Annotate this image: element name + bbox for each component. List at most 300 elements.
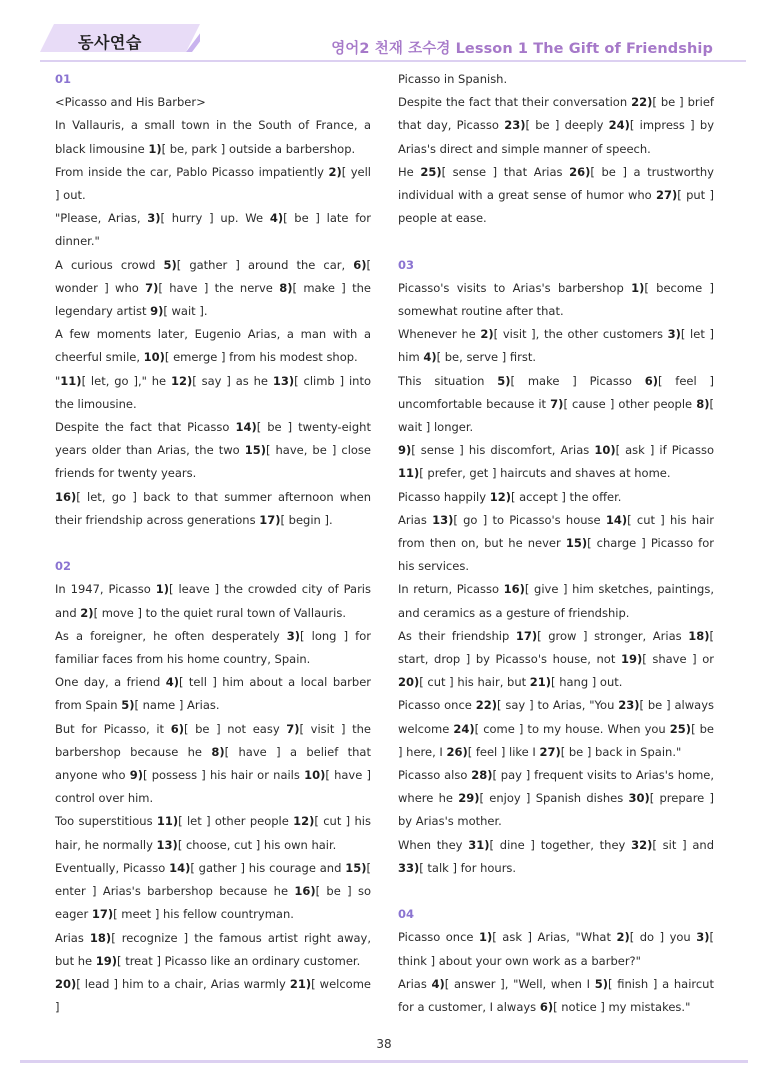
exercise-sentence <box>55 207 371 253</box>
blank-number: 3) <box>667 327 681 342</box>
sentence-text: Picasso for his services. <box>398 536 714 574</box>
sentence-text: his discomfort, Arias <box>463 443 595 458</box>
blank-number: 12) <box>171 373 193 388</box>
blank-number: 2) <box>328 164 342 179</box>
exercise-sentence <box>398 370 714 440</box>
sentence-text: When they <box>398 837 469 852</box>
verb-blank: [ be ] <box>183 721 221 736</box>
sentence-text: other people <box>210 814 294 829</box>
exercise-sentence <box>398 509 714 579</box>
verb-blank: [ cut ] <box>627 512 665 527</box>
verb-blank: [ emerge ] <box>164 350 226 365</box>
sentence-text: Arias <box>55 930 90 945</box>
blank-number: 10) <box>304 768 326 783</box>
exercise-sentence <box>398 277 714 323</box>
sentence-text: ," he <box>137 373 171 388</box>
sentence-text: him about a local barber from Spain <box>55 675 371 713</box>
blank-number: 33) <box>398 860 420 875</box>
exercise-sentence <box>398 625 714 695</box>
verb-blank: [ enjoy ] <box>479 791 531 806</box>
verb-blank: [ come ] <box>474 721 524 736</box>
blank-number: 30) <box>628 791 650 806</box>
verb-blank: [ wait ] <box>398 396 714 435</box>
verb-blank: [ finish ] <box>608 976 658 991</box>
exercise-sentence <box>55 578 371 624</box>
verb-blank: [ lead ] <box>76 976 118 991</box>
blank-number: 13) <box>272 373 295 388</box>
exercise-sentence <box>398 68 714 91</box>
section-number: 03 <box>398 257 415 272</box>
sentence-text: Despite the fact that their conversation <box>398 95 632 110</box>
sentence-text: Picasso also <box>398 768 472 783</box>
sentence-text: to my house. When you <box>523 721 670 736</box>
verb-blank: [ let, go ] <box>81 373 138 388</box>
verb-blank: [ long ] <box>300 628 349 643</box>
verb-blank: [ tell ] <box>178 675 217 690</box>
blank-number: 8) <box>279 280 293 295</box>
sentence-text: Arias, "What <box>531 930 617 945</box>
verb-blank: [ answer ] <box>444 976 505 991</box>
blank-number: 17) <box>91 907 114 922</box>
sentence-text: somewhat routine after that. <box>398 304 564 319</box>
verb-blank: [ be ] <box>315 884 352 899</box>
blank-number: 21) <box>289 976 312 991</box>
verb-blank: [ be ] <box>398 721 714 759</box>
sentence-text: his courage and <box>244 860 346 875</box>
exercise-sentence <box>55 857 371 927</box>
sentence-text: other people <box>614 396 697 411</box>
verb-blank: [ prefer, get ] <box>419 466 497 481</box>
sentence-text: that Arias <box>497 164 570 179</box>
exercise-sentence <box>398 486 714 509</box>
blank-number: 18) <box>89 930 112 945</box>
header-title: 영어2 천재 조수경 Lesson 1 The Gift of Friendship <box>331 41 713 57</box>
blank-number: 12) <box>489 489 511 504</box>
blank-number: 28) <box>471 768 493 783</box>
sentence-text: together, they <box>534 837 632 852</box>
sentence-text: around the car, <box>239 257 354 272</box>
blank-number: 23) <box>618 698 640 713</box>
sentence-text: people at ease. <box>398 211 487 226</box>
verb-blank: [ make ] <box>292 280 346 295</box>
verb-blank: [ welcome ] <box>55 976 371 1015</box>
verb-blank: [ choose, cut ] <box>177 837 261 852</box>
sentence-text: the offer. <box>565 489 622 504</box>
blank-number: 22) <box>631 95 653 110</box>
blank-number: 25) <box>420 164 442 179</box>
exercise-sentence <box>398 973 714 1019</box>
sentence-text: the crowded city of Paris and <box>55 582 371 620</box>
blank-number: 29) <box>458 791 480 806</box>
sentence-text: him to a chair, Arias warmly <box>117 976 290 991</box>
blank-number: 10) <box>143 350 165 365</box>
blank-number: 3) <box>147 211 161 226</box>
sentence-text: longer. <box>430 420 474 435</box>
sentence-text: him sketches, paintings, and ceramics as a gesture of friendship. <box>398 582 714 620</box>
sentence-text: so eager <box>55 884 371 922</box>
blank-number: 5) <box>497 373 511 388</box>
verb-blank: [ recognize ] <box>111 930 189 945</box>
verb-blank: [ sit ] <box>652 837 687 852</box>
verb-blank: [ charge ] <box>587 536 646 551</box>
sentence-text: , "Well, when I <box>504 976 595 991</box>
blank-number: 9) <box>129 768 143 783</box>
sentence-text: back in Spain." <box>591 744 682 759</box>
sentence-text: a trustworthy individual with a great sense of humor who <box>398 164 714 203</box>
section-number: 01 <box>55 72 72 86</box>
sentence-text: his own hair. <box>260 837 337 852</box>
blank-number: 7) <box>145 280 159 295</box>
exercise-sentence <box>398 323 714 369</box>
sentence-text: As their friendship <box>398 628 516 643</box>
verb-blank: [ hang ] <box>551 675 597 690</box>
sentence-text: He <box>398 164 421 179</box>
sentence-text: you <box>664 930 697 945</box>
blank-number: 6) <box>353 257 367 272</box>
blank-number: 22) <box>475 698 498 713</box>
verb-blank: [ be, park ] <box>161 141 226 156</box>
sentence-text: frequent visits to Arias's home, where he <box>398 768 715 806</box>
verb-blank: [ wait ] <box>163 304 204 319</box>
verb-blank: [ be ] <box>525 118 560 133</box>
sentence-text: the barbershop because he <box>55 721 371 759</box>
sentence-text: From inside the car, Pablo Picasso impatiently <box>55 164 329 179</box>
sentence-text: stronger, Arias <box>587 628 689 643</box>
exercise-sentence <box>398 694 714 764</box>
exercise-sentence <box>55 718 371 811</box>
verb-blank: [ say ] <box>497 698 534 713</box>
sentence-text: Picasso's visits to Arias's barbershop <box>398 280 632 295</box>
verb-blank: [ cause ] <box>563 396 615 411</box>
verb-blank: [ hurry ] <box>160 211 214 226</box>
blank-number: 9) <box>150 304 164 319</box>
verb-blank: [ have, be ] <box>265 443 337 458</box>
verb-blank: [ be, serve ] <box>436 350 507 365</box>
blank-number: 4) <box>423 350 437 365</box>
verb-blank: [ begin ] <box>280 512 329 527</box>
exercise-sentence <box>55 416 371 486</box>
sentence-text: deeply <box>559 118 609 133</box>
verb-blank: [ notice ] <box>553 1000 605 1015</box>
blank-number: 13) <box>156 837 178 852</box>
verb-blank: [ become ] <box>644 280 714 295</box>
sentence-text: a belief that anyone who <box>55 744 371 783</box>
section-gap <box>398 880 714 903</box>
exercise-sentence <box>55 114 371 160</box>
sentence-text: if Picasso <box>654 443 714 458</box>
verb-blank: [ gather ] <box>176 257 240 272</box>
verb-blank: [ be ] <box>639 698 671 713</box>
exercise-sentence <box>398 578 714 624</box>
blank-number: 16) <box>503 582 525 597</box>
verb-blank: [ cut ] <box>314 814 351 829</box>
blank-number: 31) <box>468 837 490 852</box>
blank-number: 5) <box>594 976 609 991</box>
sentence-text: " <box>55 373 61 388</box>
blank-number: 1) <box>155 582 170 597</box>
exercise-sentence <box>55 161 371 207</box>
blank-number: 2) <box>616 930 630 945</box>
verb-blank: [ grow ] <box>537 628 588 643</box>
exercise-sentence <box>55 625 371 671</box>
verb-blank: [ have ] <box>325 768 371 783</box>
verb-blank: [ prepare ] <box>649 791 715 806</box>
blank-number: 1) <box>479 930 493 945</box>
sentence-text: his fellow countryman. <box>159 907 294 922</box>
sentence-text: But for Picasso, it <box>55 721 171 736</box>
blank-number: 15) <box>345 860 367 875</box>
sentence-text: who <box>108 280 146 295</box>
blank-number: 6) <box>170 721 184 736</box>
sentence-text: . <box>203 304 208 319</box>
blank-number: 16) <box>55 489 77 504</box>
sentence-text: first. <box>506 350 537 365</box>
sentence-text: as he <box>230 373 273 388</box>
verb-blank: [ let ] <box>680 327 714 342</box>
blank-number: 16) <box>294 884 316 899</box>
exercise-sentence <box>55 323 371 369</box>
verb-blank: [ ask ] <box>492 930 532 945</box>
exercise-sentence <box>55 370 371 416</box>
blank-number: 20) <box>398 675 420 690</box>
blank-number: 23) <box>504 118 526 133</box>
sentence-text: out. <box>596 675 623 690</box>
left-column <box>55 68 371 1019</box>
sentence-text: haircuts and shaves at home. <box>496 466 671 481</box>
blank-number: 32) <box>631 837 653 852</box>
exercise-sentence <box>55 254 371 324</box>
sentence-text: by Picasso's house, not <box>470 652 621 667</box>
sentence-text: here, I <box>402 744 447 759</box>
sentence-text: A few moments later, Eugenio Arias, a man with a cheerful smile, <box>55 327 371 365</box>
blank-number: 11) <box>398 466 420 481</box>
sentence-text: from his modest shop. <box>225 350 358 365</box>
sentence-text: back to that summer afternoon when their friendship across generations <box>55 489 371 527</box>
blank-number: 8) <box>696 396 710 411</box>
blank-number: 14) <box>169 860 191 875</box>
verb-blank: [ have ] <box>158 280 209 295</box>
blank-number: 11) <box>60 373 82 388</box>
sentence-text: into the limousine. <box>55 373 371 411</box>
sentence-text: for familiar faces from his home country, Spain. <box>55 628 371 667</box>
exercise-sentence <box>398 439 714 485</box>
blank-number: 15) <box>244 443 266 458</box>
verb-blank: [ give ] <box>524 582 568 597</box>
sentence-text: Arias. <box>183 698 220 713</box>
blank-number: 6) <box>539 1000 554 1015</box>
sentence-text: or <box>696 652 714 667</box>
blank-number: 4) <box>431 976 445 991</box>
verb-blank: [ sense ] <box>441 164 498 179</box>
section-number: 04 <box>398 907 415 922</box>
verb-blank: [ impress ] <box>629 118 695 133</box>
sentence-text: . <box>328 512 333 527</box>
blank-number: 2) <box>480 327 494 342</box>
exercise-sentence <box>398 91 714 161</box>
sentence-text: Despite the fact that Picasso <box>55 420 236 435</box>
sentence-text: Picasso once <box>398 930 480 945</box>
blank-number: 9) <box>398 443 412 458</box>
section-gap <box>55 532 371 555</box>
verb-blank: [ talk ] <box>419 860 457 875</box>
sentence-text: In 1947, Picasso <box>55 582 156 597</box>
verb-blank: [ make ] <box>510 373 577 388</box>
sentence-text: his hair or nails <box>205 768 305 783</box>
blank-number: 1) <box>148 141 162 156</box>
blank-number: 4) <box>269 211 284 226</box>
sentence-text: late for dinner." <box>55 211 372 249</box>
sentence-text: to the quiet rural town of Vallauris. <box>141 605 346 620</box>
sentence-text: for hours. <box>456 860 517 875</box>
verb-blank: [ be ] <box>652 95 684 110</box>
sentence-text: his hair, he normally <box>55 814 371 852</box>
sentence-text: Arias <box>398 512 433 527</box>
sentence-text: Whenever he <box>398 327 481 342</box>
blank-number: 19) <box>95 953 118 968</box>
blank-number: 1) <box>631 280 645 295</box>
sentence-text: One day, a friend <box>55 675 166 690</box>
sentence-text: Picasso like an ordinary customer. <box>160 953 361 968</box>
sentence-text: always welcome <box>398 698 714 736</box>
blank-number: 12) <box>293 814 315 829</box>
verb-blank: [ feel ] <box>657 373 715 388</box>
verb-blank: [ possess ] <box>142 768 206 783</box>
blank-number: 21) <box>529 675 552 690</box>
blank-number: 7) <box>286 721 300 736</box>
blank-number: 18) <box>688 628 710 643</box>
blank-number: 2) <box>80 605 94 620</box>
sentence-text: twenty-eight years older than Arias, the two <box>55 420 371 458</box>
blank-number: 7) <box>550 396 564 411</box>
verb-blank: [ visit ] <box>299 721 346 736</box>
verb-blank: [ name ] <box>134 698 184 713</box>
blank-number: 8) <box>211 744 225 759</box>
sentence-text: As a foreigner, he often desperately <box>55 628 287 643</box>
sentence-text: Arias's barbershop because he <box>96 884 295 899</box>
sentence-text: his hair from then on, but he never <box>398 512 715 551</box>
page-number: 38 <box>376 1037 392 1051</box>
sentence-text: In return, Picasso <box>398 582 504 597</box>
sentence-text: , the other customers <box>535 327 668 342</box>
sentence-text: close friends for twenty years. <box>55 443 371 481</box>
blank-number: 14) <box>605 512 628 527</box>
sentence-text: This situation <box>398 373 498 388</box>
verb-blank: [ say ] <box>192 373 231 388</box>
header-label: 동사연습 <box>78 33 142 52</box>
exercise-sentence <box>55 671 371 717</box>
blank-number: 3) <box>696 930 710 945</box>
sentence-text: "Please, Arias, <box>55 211 148 226</box>
verb-blank: [ be ] <box>256 420 293 435</box>
verb-blank: [ do ] <box>629 930 665 945</box>
sentence-text: by Arias's mother. <box>398 814 502 829</box>
sentence-text: Eventually, Picasso <box>55 860 170 875</box>
verb-blank: [ leave ] <box>169 582 220 597</box>
section-number: 02 <box>55 559 72 574</box>
right-column <box>398 68 714 1019</box>
verb-blank: [ put ] <box>677 188 714 203</box>
sentence-text: control over him. <box>55 791 154 806</box>
section-gap <box>398 230 714 253</box>
blank-number: 15) <box>565 536 588 551</box>
sentence-text: Arias <box>398 976 432 991</box>
blank-number: 13) <box>432 512 454 527</box>
blank-number: 4) <box>165 675 179 690</box>
exercise-sentence <box>55 973 371 1019</box>
blank-number: 5) <box>163 257 177 272</box>
blank-number: 26) <box>569 164 591 179</box>
verb-blank: [ wonder ] <box>55 257 372 295</box>
blank-number: 5) <box>121 698 135 713</box>
sentence-text: Picasso in Spanish. <box>398 72 508 86</box>
verb-blank: [ cut ] <box>419 675 454 690</box>
sentence-text: Too superstitious <box>55 814 157 829</box>
blank-number: 10) <box>594 443 616 458</box>
verb-blank: [ be ] <box>283 211 320 226</box>
sentence-text: by Arias's direct and simple manner of speech. <box>398 118 715 156</box>
verb-blank: [ pay ] <box>492 768 531 783</box>
verb-blank: [ start, drop ] <box>398 628 715 667</box>
sentence-text: Spanish dishes <box>530 791 629 806</box>
verb-blank: [ yell ] <box>55 164 371 203</box>
verb-blank: [ let, go ] <box>76 489 137 504</box>
sentence-text: like I <box>505 744 540 759</box>
verb-blank: [ have ] <box>224 744 281 759</box>
verb-blank: [ be ] <box>590 164 627 179</box>
verb-blank: [ ask ] <box>615 443 655 458</box>
verb-blank: [ be ] <box>560 744 592 759</box>
blank-number: 27) <box>656 188 678 203</box>
header-rule <box>40 60 746 62</box>
sentence-text: the famous artist right away, but he <box>55 930 372 968</box>
blank-number: 20) <box>55 976 77 991</box>
sentence-text: to Arias, "You <box>533 698 619 713</box>
blank-number: 26) <box>446 744 468 759</box>
sentence-text: the nerve <box>208 280 280 295</box>
verb-blank: [ dine ] <box>489 837 535 852</box>
verb-blank: [ treat ] <box>117 953 161 968</box>
sentence-text: out. <box>59 188 86 203</box>
verb-blank: [ feel ] <box>467 744 506 759</box>
sentence-text: Picasso once <box>398 698 476 713</box>
sentence-text: the legendary artist <box>55 280 371 319</box>
sentence-text: a haircut for a customer, I always <box>398 976 714 1015</box>
blank-number: 24) <box>453 721 475 736</box>
sentence-text: to Picasso's house <box>487 512 606 527</box>
blank-number: 27) <box>539 744 561 759</box>
exercise-sentence <box>398 926 714 972</box>
verb-blank: [ meet ] <box>113 907 160 922</box>
exercise-sentence <box>55 91 371 114</box>
exercise-sentence <box>55 810 371 856</box>
blank-number: 19) <box>620 652 643 667</box>
verb-blank: [ go ] <box>453 512 488 527</box>
verb-blank: [ sense ] <box>411 443 464 458</box>
blank-number: 17) <box>259 512 281 527</box>
verb-blank: [ climb ] <box>294 373 345 388</box>
sentence-text: his hair, but <box>453 675 530 690</box>
exercise-sentence <box>398 834 714 880</box>
verb-blank: [ gather ] <box>190 860 245 875</box>
sentence-text: outside a barbershop. <box>225 141 356 156</box>
verb-blank: [ move ] <box>93 605 142 620</box>
blank-number: 17) <box>515 628 538 643</box>
sentence-text: and <box>686 837 715 852</box>
sentence-text: In Vallauris, a small town in the South of France, a black limousine <box>55 118 371 156</box>
exercise-sentence <box>55 927 371 973</box>
verb-blank: [ let ] <box>178 814 211 829</box>
blank-number: 3) <box>286 628 301 643</box>
